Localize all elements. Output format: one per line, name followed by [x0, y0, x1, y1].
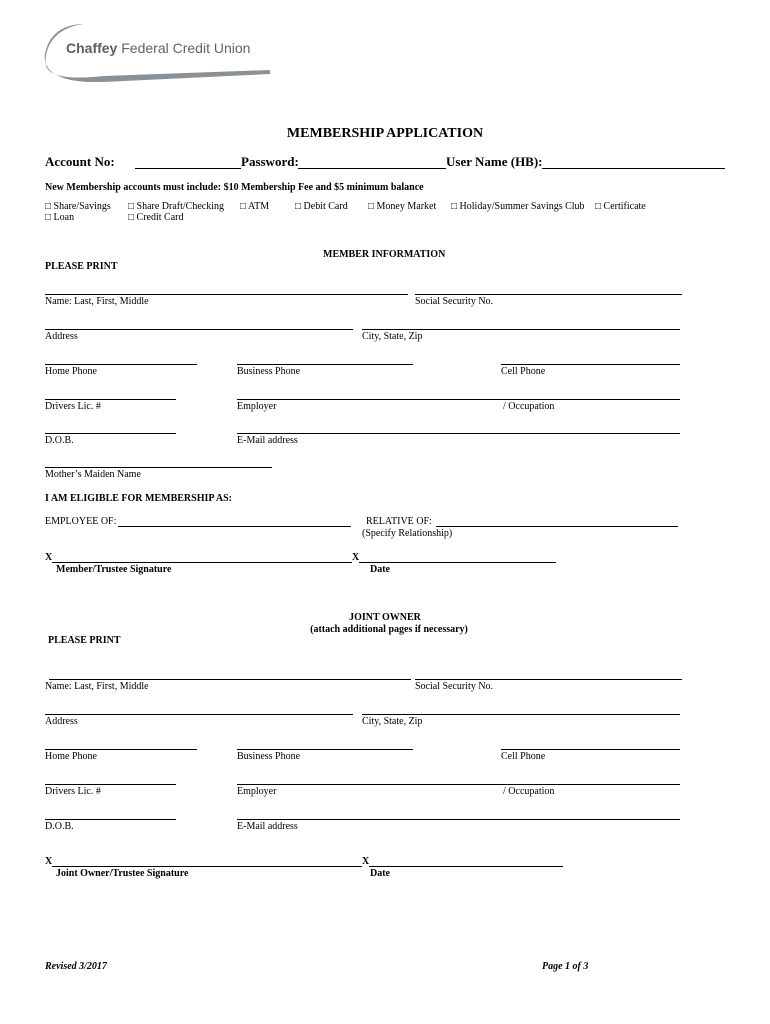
option-loan[interactable]: □ Loan — [45, 212, 75, 223]
cell-phone-label: Cell Phone — [501, 366, 546, 377]
joint-ssn-label: Social Security No. — [415, 681, 494, 692]
joint-address-field[interactable] — [45, 714, 353, 715]
joint-signature-field[interactable] — [52, 866, 362, 867]
joint-cell-phone-label: Cell Phone — [501, 751, 546, 762]
maiden-name-label: Mother’s Maiden Name — [45, 469, 141, 480]
please-print-label: PLEASE PRINT — [45, 261, 118, 272]
joint-signature-label: Joint Owner/Trustee Signature — [56, 868, 189, 879]
joint-drivers-lic-field[interactable] — [45, 784, 176, 785]
joint-address-label: Address — [45, 716, 78, 727]
member-date-label: Date — [370, 564, 390, 575]
option-share-savings[interactable]: □ Share/Savings — [45, 201, 111, 212]
employee-of-field[interactable] — [118, 526, 351, 527]
option-share-draft[interactable]: □ Share Draft/Checking — [128, 201, 225, 212]
joint-please-print-label: PLEASE PRINT — [48, 635, 121, 646]
page-title: MEMBERSHIP APPLICATION — [286, 126, 484, 141]
dob-label: D.O.B. — [45, 435, 74, 446]
joint-name-label: Name: Last, First, Middle — [45, 681, 149, 692]
joint-city-field[interactable] — [362, 714, 680, 715]
employer-field[interactable] — [237, 399, 680, 400]
employer-label: Employer — [237, 401, 277, 412]
address-label: Address — [45, 331, 78, 342]
logo-wordmark: Chaffey Federal Credit Union — [66, 40, 251, 56]
cell-phone-field[interactable] — [501, 364, 680, 365]
joint-email-label: E-Mail address — [237, 821, 298, 832]
relative-of-label: RELATIVE OF: — [366, 516, 432, 527]
joint-occupation-label: / Occupation — [503, 786, 555, 797]
requirement-note: New Membership accounts must include: $10 Membership Fee and $5 minimum balance — [45, 182, 424, 193]
user-name-label: User Name (HB): — [446, 154, 543, 169]
joint-ssn-field[interactable] — [415, 679, 682, 680]
address-field[interactable] — [45, 329, 353, 330]
email-label: E-Mail address — [237, 435, 298, 446]
password-label: Password: — [241, 154, 299, 169]
account-no-label: Account No: — [45, 154, 115, 169]
joint-cell-phone-field[interactable] — [501, 749, 680, 750]
joint-signature-x: X — [45, 856, 53, 867]
joint-business-phone-label: Business Phone — [237, 751, 301, 762]
ssn-label: Social Security No. — [415, 296, 494, 307]
joint-city-label: City, State, Zip — [362, 716, 423, 727]
name-label: Name: Last, First, Middle — [45, 296, 149, 307]
maiden-name-field[interactable] — [45, 467, 272, 468]
joint-name-field[interactable] — [49, 679, 411, 680]
option-credit-card[interactable]: □ Credit Card — [128, 212, 184, 223]
relative-of-field[interactable] — [436, 526, 678, 527]
page-number: Page 1 of 3 — [542, 961, 589, 972]
password-field[interactable] — [298, 168, 446, 169]
joint-owner-heading: JOINT OWNER — [349, 612, 421, 623]
dob-field[interactable] — [45, 433, 176, 434]
eligibility-heading: I AM ELIGIBLE FOR MEMBERSHIP AS: — [45, 493, 232, 504]
joint-date-x: X — [362, 856, 370, 867]
revised-note: Revised 3/2017 — [45, 961, 107, 972]
joint-drivers-lic-label: Drivers Lic. # — [45, 786, 101, 797]
business-phone-field[interactable] — [237, 364, 413, 365]
name-field[interactable] — [45, 294, 408, 295]
joint-business-phone-field[interactable] — [237, 749, 413, 750]
joint-date-field[interactable] — [369, 866, 563, 867]
drivers-lic-label: Drivers Lic. # — [45, 401, 101, 412]
joint-owner-subheading: (attach additional pages if necessary) — [310, 624, 468, 635]
joint-email-field[interactable] — [237, 819, 680, 820]
account-no-field[interactable] — [135, 168, 241, 169]
email-field[interactable] — [237, 433, 680, 434]
joint-dob-field[interactable] — [45, 819, 176, 820]
joint-date-label: Date — [370, 868, 390, 879]
business-phone-label: Business Phone — [237, 366, 301, 377]
employee-of-label: EMPLOYEE OF: — [45, 516, 117, 527]
home-phone-label: Home Phone — [45, 366, 97, 377]
option-holiday-club[interactable]: □ Holiday/Summer Savings Club — [451, 201, 585, 212]
member-signature-field[interactable] — [52, 562, 352, 563]
home-phone-field[interactable] — [45, 364, 197, 365]
city-field[interactable] — [362, 329, 680, 330]
joint-employer-field[interactable] — [237, 784, 680, 785]
logo — [44, 20, 270, 82]
joint-home-phone-field[interactable] — [45, 749, 197, 750]
joint-dob-label: D.O.B. — [45, 821, 74, 832]
city-label: City, State, Zip — [362, 331, 423, 342]
option-certificate[interactable]: □ Certificate — [595, 201, 646, 212]
drivers-lic-field[interactable] — [45, 399, 176, 400]
option-money-market[interactable]: □ Money Market — [368, 201, 437, 212]
option-atm[interactable]: □ ATM — [240, 201, 270, 212]
member-info-heading: MEMBER INFORMATION — [323, 249, 446, 260]
user-name-field[interactable] — [542, 168, 725, 169]
signature-x: X — [45, 552, 53, 563]
date-x: X — [352, 552, 360, 563]
joint-home-phone-label: Home Phone — [45, 751, 97, 762]
occupation-label: / Occupation — [503, 401, 555, 412]
member-signature-label: Member/Trustee Signature — [56, 564, 172, 575]
member-date-field[interactable] — [359, 562, 556, 563]
specify-relationship-label: (Specify Relationship) — [362, 528, 453, 539]
joint-employer-label: Employer — [237, 786, 277, 797]
ssn-field[interactable] — [415, 294, 682, 295]
option-debit-card[interactable]: □ Debit Card — [295, 201, 348, 212]
